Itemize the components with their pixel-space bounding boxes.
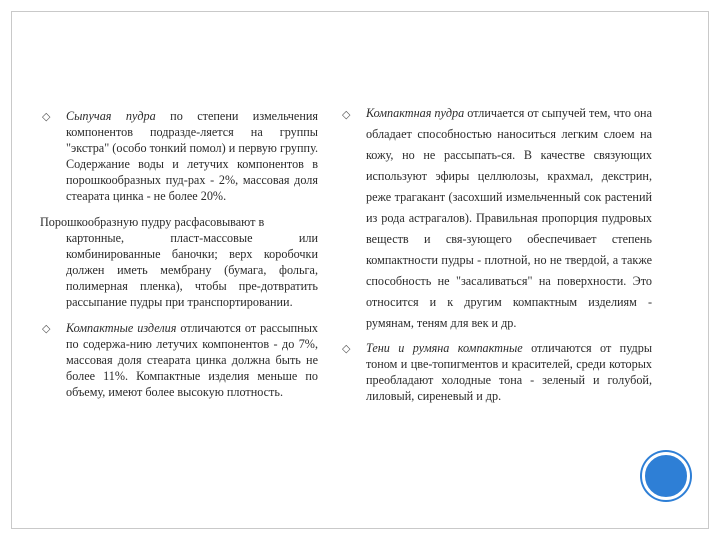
diamond-bullet-icon: ◇ <box>342 108 351 121</box>
diamond-bullet-icon: ◇ <box>342 342 351 355</box>
term-shadows-blush: Тени и румяна компактные <box>366 341 523 355</box>
right-column <box>340 103 652 410</box>
term-loose-powder: Сыпучая пудра <box>66 109 156 123</box>
bullet-item-shadows-blush <box>340 340 652 404</box>
bullet-item-loose-powder <box>40 108 318 204</box>
bullet-item-compact-products <box>40 320 318 400</box>
packaging-paragraph <box>40 214 318 310</box>
diamond-bullet-icon: ◇ <box>42 110 51 123</box>
term-compact-powder: Компактная пудра <box>366 106 465 120</box>
packaging-first-line: Порошкообразную пудру расфасовывают в <box>40 215 265 229</box>
shadows-blush-text: отличаются от пудры тоном и цве-топигментов и красителей, среди которых преобладают холодные тона - зеленый и голубой, лиловый, сиреневый и др. <box>366 341 653 403</box>
term-compact-products: Компактные изделия <box>66 321 177 335</box>
loose-powder-text: по степени измельчения компонентов подразде-ляется на группы "экстра" (особо тонкий помол) и первую группу. Содержание воды и летучих компонентов в порошкообразных пуд-рах - 2%, массовая доля стеарата цинка - не более 20%. <box>66 109 318 203</box>
decorative-circle <box>642 452 690 500</box>
compact-products-text: отличаются от рассыпных по содержа-нию летучих компонентов - до 7%, массовая доля стеарата цинка должна быть не более 11%. Компактные изделия меньше по объему, имеют более высокую плотность. <box>66 321 318 399</box>
compact-powder-text: отличается от сыпучей тем, что она обладает способностью наноситься легким слоем на кожу, но не рассыпать-ся. В качестве связующих используют эфиры целлюлозы, крахмал, декстрин, реже трагакант (засохший измельченный сок растений из рода астрагалов). Правильная пропорция пудровых веществ и свя-зующего обеспечивает степень компактности пудры - плотной, но не твердой, а также способность не "засаливаться" на поверхности. Это относится и к другим компактным изделиям - румянам, теням для век и др. <box>366 106 652 330</box>
packaging-text: картонные, пласт-массовые или комбинированные баночки; верх коробочки должен иметь мембрану (бумага, фольга, полимерная пленка), чтобы пре-дотвратить рассыпание пудры при транспортировании. <box>66 231 318 309</box>
left-column <box>40 108 318 410</box>
diamond-bullet-icon: ◇ <box>42 322 51 335</box>
bullet-item-compact-powder <box>340 103 652 334</box>
